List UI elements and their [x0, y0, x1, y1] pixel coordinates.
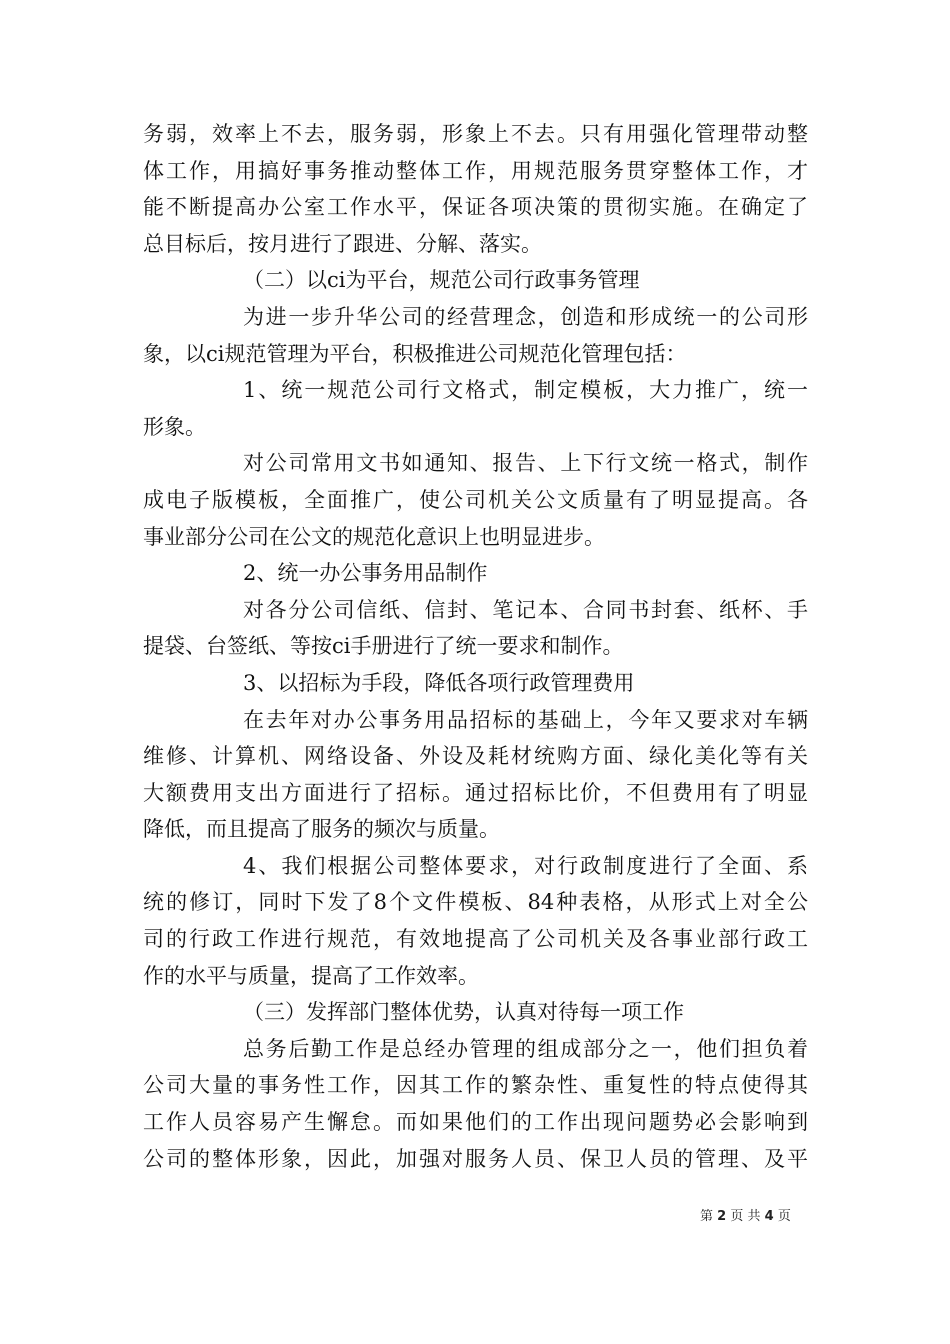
text-line: 体工作，用搞好事务推动整体工作，用规范服务贯穿整体工作，才 — [143, 158, 808, 183]
text-line: 公司大量的事务性工作，因其工作的繁杂性、重复性的特点使得其 — [143, 1073, 808, 1098]
text-line: 务弱，效率上不去，服务弱，形象上不去。只有用强化管理带动整 — [143, 122, 808, 146]
text-line: 象，以ci规范管理为平台，积极推进公司规范化管理包括： — [143, 341, 687, 366]
paragraph-first-line: 在去年对办公事务用品招标的基础上，今年又要求对车辆 — [243, 707, 808, 732]
footer-current-page: 2 — [717, 1209, 727, 1224]
page-number-footer — [700, 1205, 791, 1224]
footer-middle: 页 共 — [730, 1209, 761, 1224]
text-line: 总目标后，按月进行了跟进、分解、落实。 — [143, 231, 542, 256]
text-line: 统的修订，同时下发了8个文件模板、84种表格，从形式上对全公 — [143, 890, 808, 915]
list-item-heading: 2、统一办公事务用品制作 — [243, 561, 488, 586]
document-body — [143, 116, 808, 1177]
footer-prefix: 第 — [700, 1209, 714, 1224]
text-line: 司的行政工作进行规范，有效地提高了公司机关及各事业部行政工 — [143, 927, 808, 952]
list-item-first-line: 1、统一规范公司行文格式，制定模板，大力推广，统一 — [243, 378, 808, 403]
text-line: 降低，而且提高了服务的频次与质量。 — [143, 817, 500, 842]
paragraph-first-line: 总务后勤工作是总经办管理的组成部分之一，他们担负着 — [243, 1036, 808, 1061]
list-item-heading: 3、以招标为手段，降低各项行政管理费用 — [243, 670, 635, 695]
paragraph-first-line: 对各分公司信纸、信封、笔记本、合同书封套、纸杯、手 — [243, 597, 808, 622]
paragraph-first-line: 为进一步升华公司的经营理念，创造和形成统一的公司形 — [243, 304, 808, 329]
text-line: 维修、计算机、网络设备、外设及耗材统购方面、绿化美化等有关 — [143, 744, 808, 769]
text-line: 能不断提高办公室工作水平，保证各项决策的贯彻实施。在确定了 — [143, 195, 808, 220]
text-line: 事业部分公司在公文的规范化意识上也明显进步。 — [143, 524, 605, 549]
text-line: 作的水平与质量，提高了工作效率。 — [143, 963, 479, 988]
section-heading: （三）发挥部门整体优势，认真对待每一项工作 — [243, 1000, 684, 1025]
text-line: 公司的整体形象，因此，加强对服务人员、保卫人员的管理、及平 — [143, 1146, 808, 1171]
paragraph-first-line: 对公司常用文书如通知、报告、上下行文统一格式，制作 — [243, 451, 808, 476]
section-heading: （二）以ci为平台，规范公司行政事务管理 — [243, 268, 640, 293]
list-item-first-line: 4、我们根据公司整体要求，对行政制度进行了全面、系 — [243, 853, 808, 878]
text-line: 大额费用支出方面进行了招标。通过招标比价，不但费用有了明显 — [143, 780, 808, 805]
text-line: 工作人员容易产生懈怠。而如果他们的工作出现问题势必会影响到 — [143, 1110, 808, 1135]
text-line: 形象。 — [143, 414, 206, 439]
footer-suffix: 页 — [777, 1209, 791, 1224]
text-line: 成电子版模板，全面推广，使公司机关公文质量有了明显提高。各 — [143, 487, 808, 512]
text-line: 提袋、台签纸、等按ci手册进行了统一要求和制作。 — [143, 634, 624, 659]
footer-total-pages: 4 — [764, 1209, 774, 1224]
